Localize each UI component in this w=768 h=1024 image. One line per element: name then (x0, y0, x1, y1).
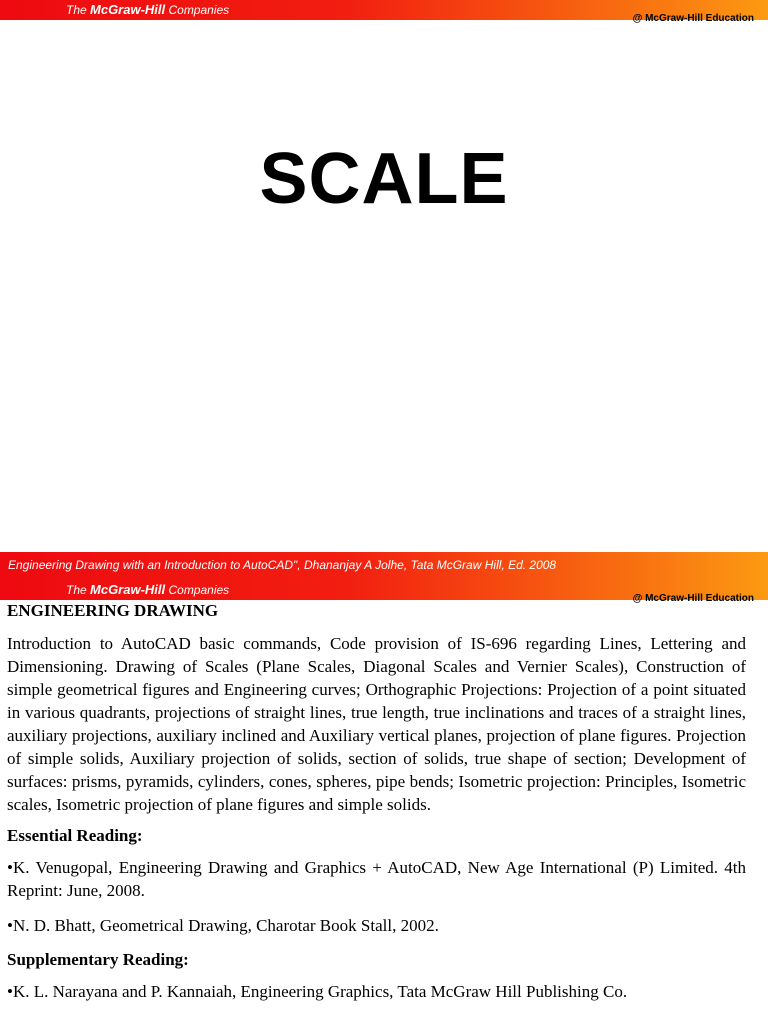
course-heading: ENGINEERING DRAWING (7, 601, 219, 620)
copyright-label: @ McGraw-Hill Education (632, 13, 754, 24)
syllabus-slide (0, 580, 768, 1024)
reference-item: •N. D. Bhatt, Geometrical Drawing, Charotar Book Stall, 2002. (7, 916, 439, 935)
course-description: Introduction to AutoCAD basic commands, Code provision of IS-696 regarding Lines, Lettering and Dimensioning. Drawing of Scales (Plane Scales, Diagonal Scales and Vernier Scales), Construction of simple geometrical figures and Engineering curves; Orthographic Projections: Projection of a point situated in various quadrants, projections of straight lines, true length, true inclinations and traces of a straight lines, auxiliary projections, auxiliary inclined and Auxiliary vertical planes, projection of plane figures. Projection of simple solids, Auxiliary projection of solids, section of solids, true shape of section; Development of surfaces: prisms, pyramids, cylinders, cones, spheres, pipe bends; Isometric projection: Principles, Isometric scales, Isometric projection of plane figures and simple solids. (7, 634, 746, 814)
footer-bar (0, 552, 768, 580)
copyright-label: @ McGraw-Hill Education (632, 593, 754, 604)
publisher-logo: The McGraw-Hill Companies (66, 582, 230, 597)
slide-content (7, 600, 746, 1015)
publisher-logo: The McGraw-Hill Companies (66, 2, 230, 17)
footer-citation: Engineering Drawing with an Introduction to AutoCAD", Dhananjay A Jolhe, Tata McGraw Hill, Ed. 2008 (8, 558, 557, 572)
slide-title: SCALE (259, 139, 509, 219)
reference-item: •K. Venugopal, Engineering Drawing and Graphics + AutoCAD, New Age International (P) Limited. 4th Reprint: June, 2008. (7, 858, 746, 900)
reference-item: •K. L. Narayana and P. Kannaiah, Engineering Graphics, Tata McGraw Hill Publishing Co. (7, 982, 628, 1001)
essential-reading-heading: Essential Reading: (7, 826, 143, 845)
supplementary-reading-heading: Supplementary Reading: (7, 950, 189, 969)
